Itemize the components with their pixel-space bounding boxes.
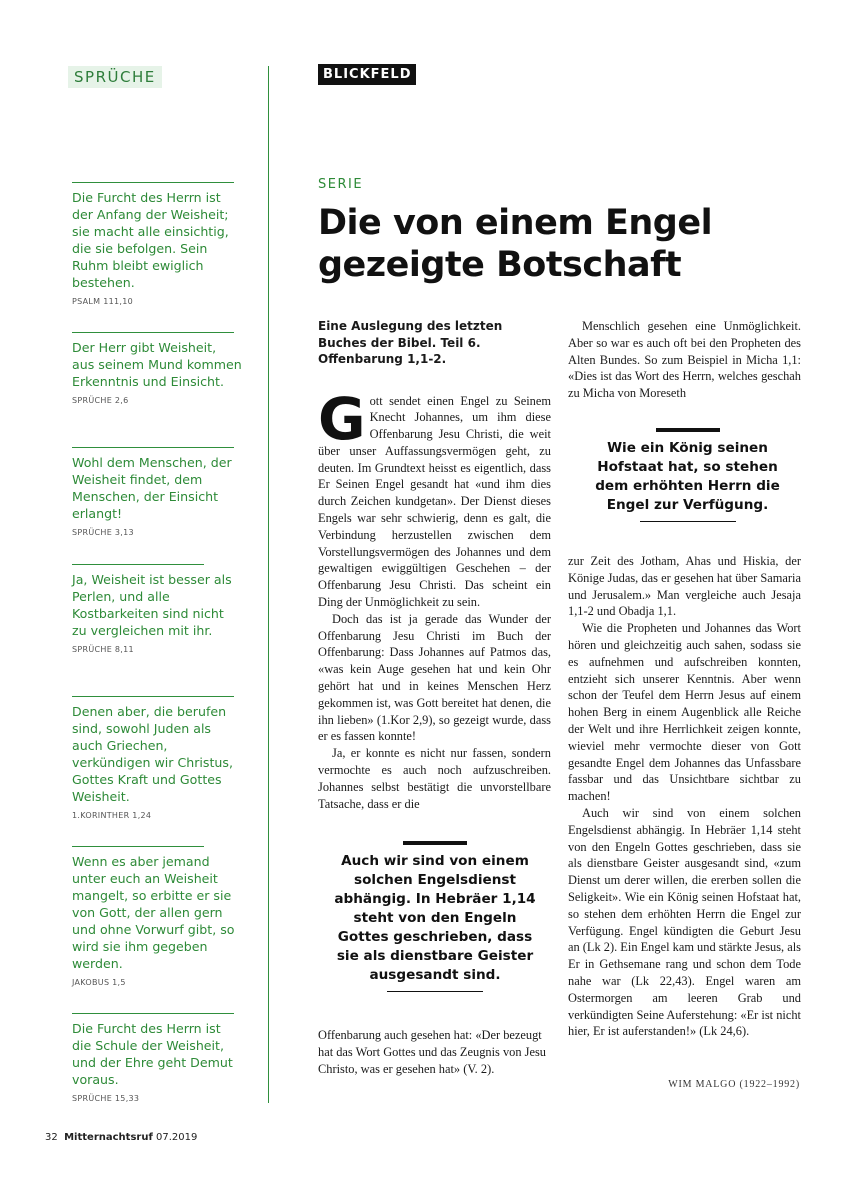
- quote-rule: [72, 1013, 234, 1014]
- paragraph-text: ott sendet einen Engel zu Seinem Knecht Johannes, um ihm diese Offenbarung Jesu Christi, die weit über unser Auffassungsvermögen geht, zu deuten. Im Grundtext heisst es eigentlich, dass Er Seinen Engel gesandt hat «und ihm dies durch Zeichen kundgetan». Der Dienst dieses Engels war sehr schwierig, denn es galt, die Verbindung herzustellen zwischen dem Vorstellungsvermögen des Johannes und dem gewaltigen ewiggültigen Geschehen – der Offenbarung Jesu Christi. Das scheint ein Ding der Unmöglichkeit zu sein.: [318, 393, 551, 610]
- quote-source: 1.KORINTHER 1,24: [72, 811, 152, 820]
- quote-source: PSALM 111,10: [72, 297, 134, 306]
- quote-text: Der Herr gibt Weisheit, aus seinem Mund kommen Erkenntnis und Einsicht.: [72, 340, 242, 389]
- issue-date: 07.2019: [155, 1132, 198, 1143]
- section-badge: BLICKFELD: [318, 64, 416, 85]
- magazine-name: Mitternachtsruf: [64, 1132, 153, 1143]
- sidebar-quote: [72, 696, 242, 820]
- article-column-right: [568, 318, 801, 402]
- sidebar-quote: [72, 332, 242, 405]
- quote-rule: [72, 332, 234, 333]
- dropcap: G: [318, 384, 366, 453]
- paragraph: Menschlich gesehen eine Unmöglichkeit. Aber so war es auch oft bei den Propheten des Alten Bundes. So zum Beispiel in Micha 1,1: «Dies ist das Wort des Herrn, welches geschah zu Micha von Moreseth: [568, 319, 801, 401]
- pull-quote: [330, 841, 540, 992]
- quote-rule: [72, 846, 204, 847]
- quote-text: Wohl dem Menschen, der Weisheit findet, dem Menschen, der Einsicht erlangt!: [72, 455, 232, 521]
- quote-rule: [72, 182, 234, 183]
- article-column-left-end: [318, 1027, 551, 1077]
- pull-quote-bar: [403, 841, 467, 845]
- paragraph: Wie die Propheten und Johannes das Wort hören und gleichzeitig auch sahen, sodass sie es aufnehmen und aufschreiben konnten, entzieht sich unserer Kenntnis. Aber wenn schon der Teufel dem Herrn Jesus auf einem hohen Berg in einem Augenblick alle Reiche der Welt und ihre Herrlichkeit zeigen konnte, wieviel mehr vermochte dieser von Gott gesandte Engel dem Johannes das Unfassbare fassbar und das Unsichtbare sichtbar zu machen!: [568, 621, 801, 804]
- article-lead: Eine Auslegung des letzten Buches der Bibel. Teil 6. Offenbarung 1,1-2.: [318, 319, 503, 366]
- quote-rule: [72, 564, 204, 565]
- quote-text: Die Furcht des Herrn ist der Anfang der Weisheit; sie macht alle einsichtig, die sie befolgen. Sein Ruhm bleibt ewiglich bestehen.: [72, 190, 229, 290]
- sidebar-quote: [72, 447, 242, 537]
- quote-source: SPRÜCHE 8,11: [72, 645, 134, 654]
- page-number: 32: [45, 1132, 58, 1143]
- sidebar-quote: [72, 564, 242, 654]
- quote-text: Denen aber, die berufen sind, sowohl Juden als auch Griechen, verkündigen wir Christus, Gottes Kraft und Gottes Weisheit.: [72, 704, 233, 804]
- sidebar-section-label: SPRÜCHE: [68, 66, 162, 88]
- pull-quote-bar: [656, 428, 720, 432]
- page-footer: [45, 1132, 197, 1143]
- article-column-right-cont: [568, 553, 801, 1040]
- quote-source: SPRÜCHE 3,13: [72, 528, 134, 537]
- pull-quote-rule: [387, 991, 483, 992]
- kicker: SERIE: [318, 177, 364, 192]
- article-column-left: [318, 318, 551, 812]
- paragraph: zur Zeit des Jotham, Ahas und Hiskia, der Könige Judas, das er gesehen hat über Samaria und Jerusalem.» Man vergleiche auch Jesaja 1,1-2 und Obadja 1,1.: [568, 554, 801, 619]
- quote-text: Ja, Weisheit ist besser als Perlen, und alle Kostbarkeiten sind nicht zu vergleichen mit ihr.: [72, 572, 232, 638]
- paragraph: Ja, er konnte es nicht nur fassen, sondern vermochte es auch noch aufzuschreiben. Johannes selbst bestätigt die unvorstellbare Tatsache, dass er die: [318, 746, 551, 811]
- column-divider: [268, 66, 269, 1103]
- quote-rule: [72, 447, 234, 448]
- paragraph: Auch wir sind von einem solchen Engelsdienst abhängig. In Hebräer 1,14 steht von den Engeln Gottes geschrieben, dass sie als dienstbare Geister ausgesandt sind, «zum Dienst um derer willen, die ererben sollen die Seligkeit». Wie ein König seinen Hofstaat hat, so stehen dem erhöhten Herrn die Engel zur Verfügung. Engel kündigten die Geburt Jesu an (Lk 2). Ein Engel kam und stärkte Jesus, als Er in Gethsemane rang und schon dem Tode nahe war (Lk 22,43). Engel waren am Ostermorgen am leeren Grab und verkündigten Seine Auferstehung: «Er ist nicht hier, Er ist auferstanden!» (Lk 24,6).: [568, 805, 801, 1039]
- quote-rule: [72, 696, 234, 697]
- pull-quote-text: Auch wir sind von einem solchen Engelsdienst abhängig. In Hebräer 1,14 steht von den Engeln Gottes geschrieben, dass sie als dienstbare Geister ausgesandt sind.: [334, 853, 536, 983]
- pull-quote-text: Wie ein König seinen Hofstaat hat, so stehen dem erhöhten Herrn die Engel zur Verfügung.: [595, 440, 780, 513]
- paragraph: Doch das ist ja gerade das Wunder der Offenbarung Jesu Christi im Buch der Offenbarung: Dass Johannes auf Patmos das, «was kein Auge gesehen hat und kein Ohr gehört hat und in keines Menschen Herz gekommen ist, was Gott bereitet hat denen, die ihn lieben» (1.Kor 2,9), so gezeigt wurde, dass er es fassen konnte!: [318, 611, 551, 744]
- quote-text: Wenn es aber jemand unter euch an Weisheit mangelt, so erbitte er sie von Gott, der allen gern und ohne Vorwurf gibt, so wird sie ihm gegeben werden.: [72, 854, 235, 971]
- pull-quote-rule: [640, 521, 736, 522]
- quote-source: SPRÜCHE 15,33: [72, 1094, 140, 1103]
- sidebar-quote: [72, 1013, 242, 1103]
- quote-text: Die Furcht des Herrn ist die Schule der Weisheit, und der Ehre geht Demut voraus.: [72, 1021, 233, 1087]
- pull-quote: [585, 428, 790, 522]
- paragraph: [318, 384, 551, 611]
- author-credit: WIM MALGO (1922–1992): [668, 1079, 800, 1090]
- sidebar-quote: [72, 846, 242, 987]
- quote-source: SPRÜCHE 2,6: [72, 396, 129, 405]
- paragraph: Offenbarung auch gesehen hat: «Der bezeugt hat das Wort Gottes und das Zeugnis von Jesu Christo, was er gesehen hat» (V. 2).: [318, 1028, 546, 1076]
- article-title: Die von einem Engel gezeigte Botschaft: [318, 203, 713, 285]
- quote-source: JAKOBUS 1,5: [72, 978, 126, 987]
- sidebar-quote: [72, 182, 242, 306]
